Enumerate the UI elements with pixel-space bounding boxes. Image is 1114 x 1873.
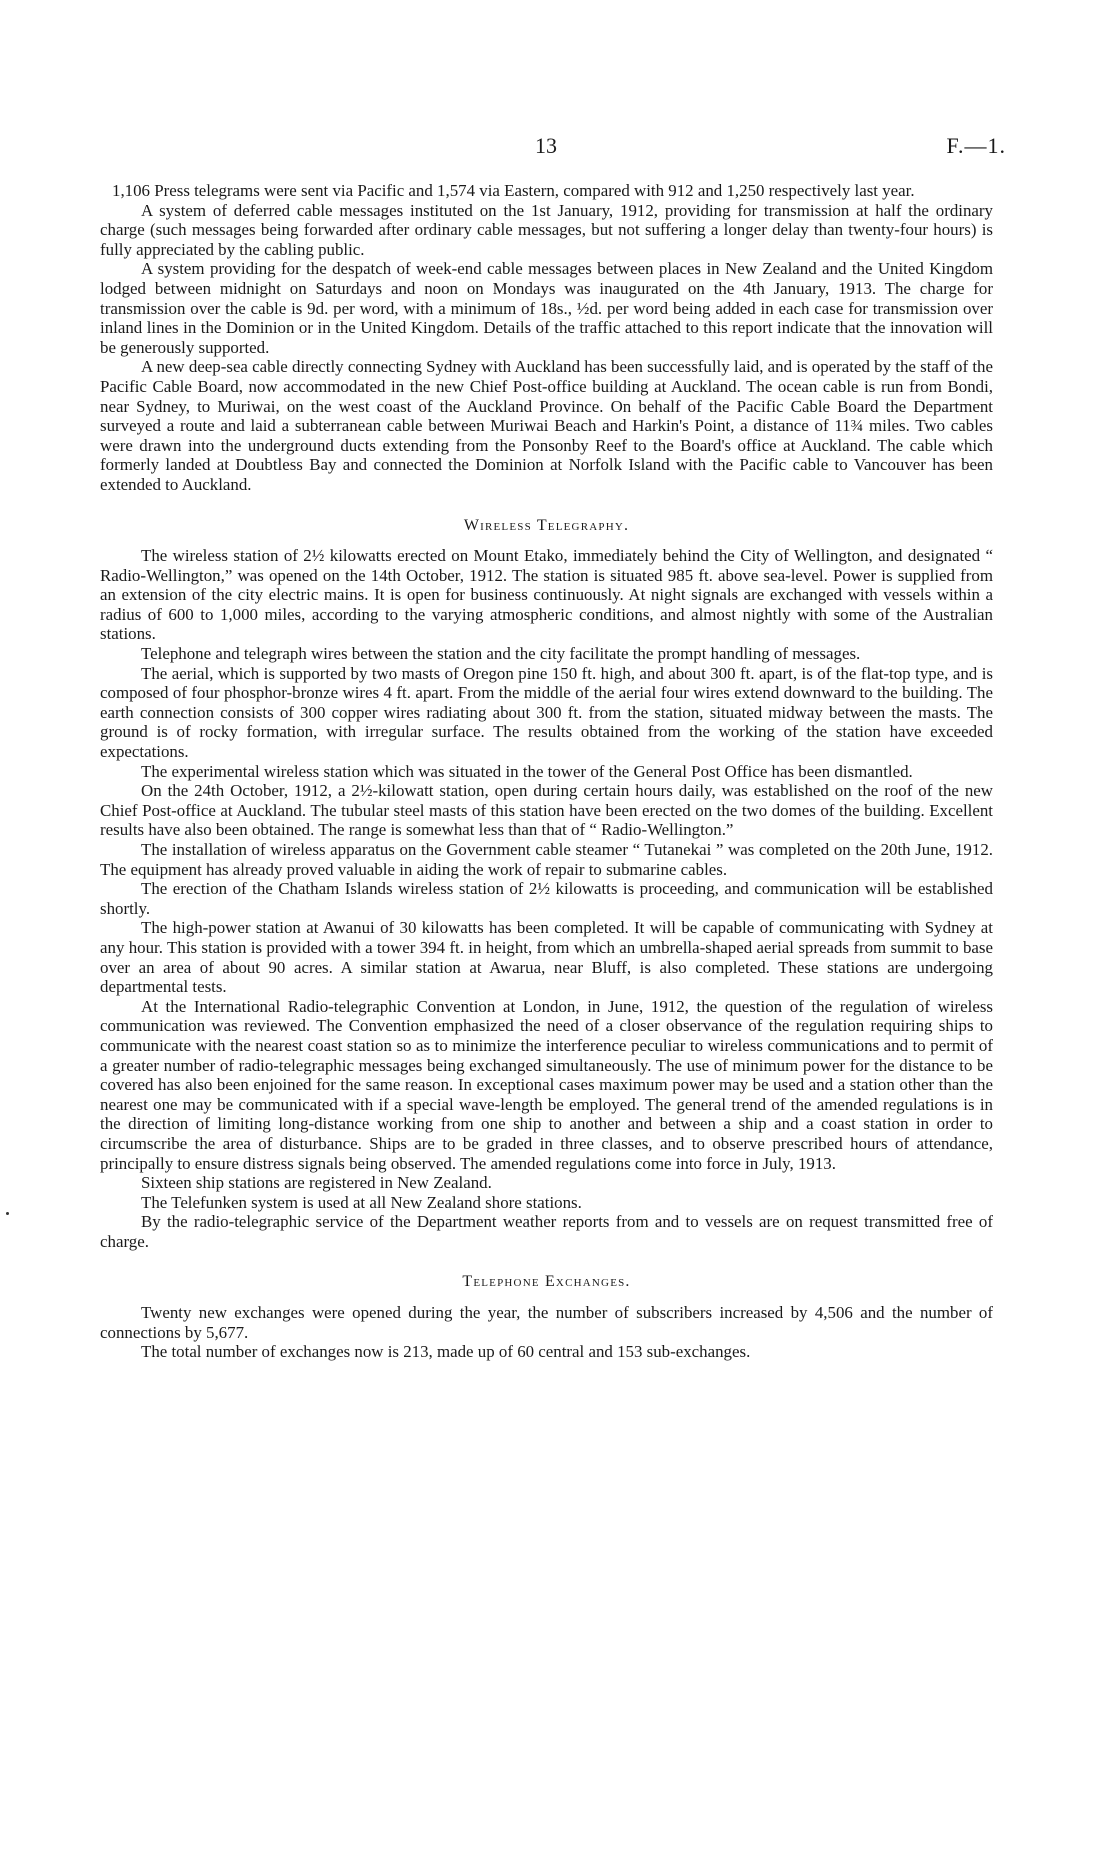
paragraph: The wireless station of 2½ kilowatts erected on Mount Etako, immediately behind the City of Wellington, and designated “ Radio-Wellington,” was opened on the 14th October, 1912. The station is situated 985 ft. above sea-level. Power is supplied from an extension of the city electric mains. It is open for business continuously. At night signals are exchanged with vessels within a radius of 600 to 1,000 miles, according to the varying atmospheric conditions, and almost nightly with some of the Australian stations. bbox=[100, 546, 993, 644]
page-number: 13 bbox=[535, 133, 557, 158]
paragraph: The erection of the Chatham Islands wireless station of 2½ kilowatts is proceeding, and communication will be established shortly. bbox=[100, 879, 993, 918]
paragraph: On the 24th October, 1912, a 2½-kilowatt station, open during certain hours daily, was established on the roof of the new Chief Post-office at Auckland. The tubular steel masts of this station have been erected on the two domes of the building. Excellent results have also been obtained. The range is somewhat less than that of “ Radio-Wellington.” bbox=[100, 781, 993, 840]
document-code: F.—1. bbox=[946, 133, 1006, 158]
paragraph: Telephone and telegraph wires between the station and the city facilitate the prompt handling of messages. bbox=[141, 644, 861, 664]
wireless-section bbox=[100, 516, 993, 1252]
paragraph: The installation of wireless apparatus on the Government cable steamer “ Tutanekai ” was completed on the 20th June, 1912. The equipment has already proved valuable in aiding the work of repair to submarine cables. bbox=[100, 840, 993, 879]
document-body bbox=[100, 181, 993, 1362]
section-heading: Telephone Exchanges. bbox=[462, 1273, 631, 1291]
paragraph: Sixteen ship stations are registered in New Zealand. bbox=[141, 1173, 492, 1193]
paragraph: Twenty new exchanges were opened during the year, the number of subscribers increased by 4,506 and the number of connections by 5,677. bbox=[100, 1303, 993, 1342]
paragraph: At the International Radio-telegraphic Convention at London, in June, 1912, the question of the regulation of wireless communication was reviewed. The Convention emphasized the need of a closer observance of the regulation requiring ships to communicate with the nearest coast station so as to minimize the interference peculiar to wireless communications and to permit of a greater number of radio-telegraphic messages being exchanged simultaneously. The use of minimum power for the distance to be covered has also been enjoined for the same reason. In exceptional cases maximum power may be used and a station other than the nearest one may be communicated with if a special wave-length be employed. The general trend of the amended regulations is in the direction of limiting long-distance working from one ship to another and between a ship and a coast station in order to circumscribe the area of disturbance. Ships are to be graded in three classes, and to observe prescribed hours of attendance, principally to ensure distress signals being observed. The amended regulations come into force in July, 1913. bbox=[100, 996, 993, 1173]
paragraph: By the radio-telegraphic service of the Department weather reports from and to vessels are on request transmitted free of charge. bbox=[100, 1212, 993, 1251]
paragraph: A new deep-sea cable directly connecting Sydney with Auckland has been successfully laid, and is operated by the staff of the Pacific Cable Board, now accommodated in the new Chief Post-office building at Auckland. The ocean cable is run from Bondi, near Sydney, to Muriwai, on the west coast of the Auckland Province. On behalf of the Pacific Cable Board the Department surveyed a route and laid a subterranean cable between Muriwai Beach and Harkin's Point, a distance of 11¾ miles. Two cables were drawn into the underground ducts extending from the Ponsonby Reef to the Board's office at Auckland. The cable which formerly landed at Doubtless Bay and connected the Dominion at Norfolk Island with the Pacific cable to Vancouver has been extended to Auckland. bbox=[100, 357, 993, 494]
paragraph: 1,106 Press telegrams were sent via Pacific and 1,574 via Eastern, compared with 912 and 1,250 respectively last year. bbox=[112, 181, 915, 200]
page-header bbox=[0, 133, 1114, 163]
paragraph: The experimental wireless station which was situated in the tower of the General Post Office has been dismantled. bbox=[141, 761, 913, 781]
paragraph: The aerial, which is supported by two masts of Oregon pine 150 ft. high, and about 300 ft. apart, is of the flat-top type, and is composed of four phosphor-bronze wires 4 ft. apart. From the middle of the aerial four wires extend downward to the building. The earth connection consists of 300 copper wires radiating about 300 ft. from the station, situated midway between the masts. The ground is of rocky formation, with irregular surface. The results obtained from the working of the station have exceeded expectations. bbox=[100, 663, 993, 762]
paragraph: The total number of exchanges now is 213, made up of 60 central and 153 sub-exchanges. bbox=[141, 1342, 751, 1362]
paragraph: A system providing for the despatch of week-end cable messages between places in New Zealand and the United Kingdom lodged between midnight on Saturdays and noon on Mondays was inaugurated on the 4th January, 1913. The charge for transmission over the cable is 9d. per word, with a minimum of 18s., ½d. per word being added in each case for transmission over inland lines in the Dominion or in the United Kingdom. Details of the traffic attached to this report indicate that the innovation will be generously supported. bbox=[100, 259, 993, 357]
telephone-section bbox=[100, 1272, 993, 1361]
cable-section bbox=[100, 181, 993, 495]
paragraph: The high-power station at Awanui of 30 kilowatts has been completed. It will be capable of communicating with Sydney at any hour. This station is provided with a tower 394 ft. in height, from which an umbrella-shaped aerial spreads from summit to base over an area of about 90 acres. A similar station at Awarua, near Bluff, is also completed. These stations are undergoing departmental tests. bbox=[100, 918, 993, 997]
paragraph: The Telefunken system is used at all New Zealand shore stations. bbox=[141, 1192, 582, 1212]
margin-mark bbox=[6, 1212, 9, 1215]
paragraph: A system of deferred cable messages instituted on the 1st January, 1912, providing for transmission at half the ordinary charge (such messages being forwarded after ordinary cable messages, but not suffering a longer delay than twenty-four hours) is fully appreciated by the cabling public. bbox=[100, 200, 993, 259]
section-heading: Wireless Telegraphy. bbox=[463, 516, 630, 534]
